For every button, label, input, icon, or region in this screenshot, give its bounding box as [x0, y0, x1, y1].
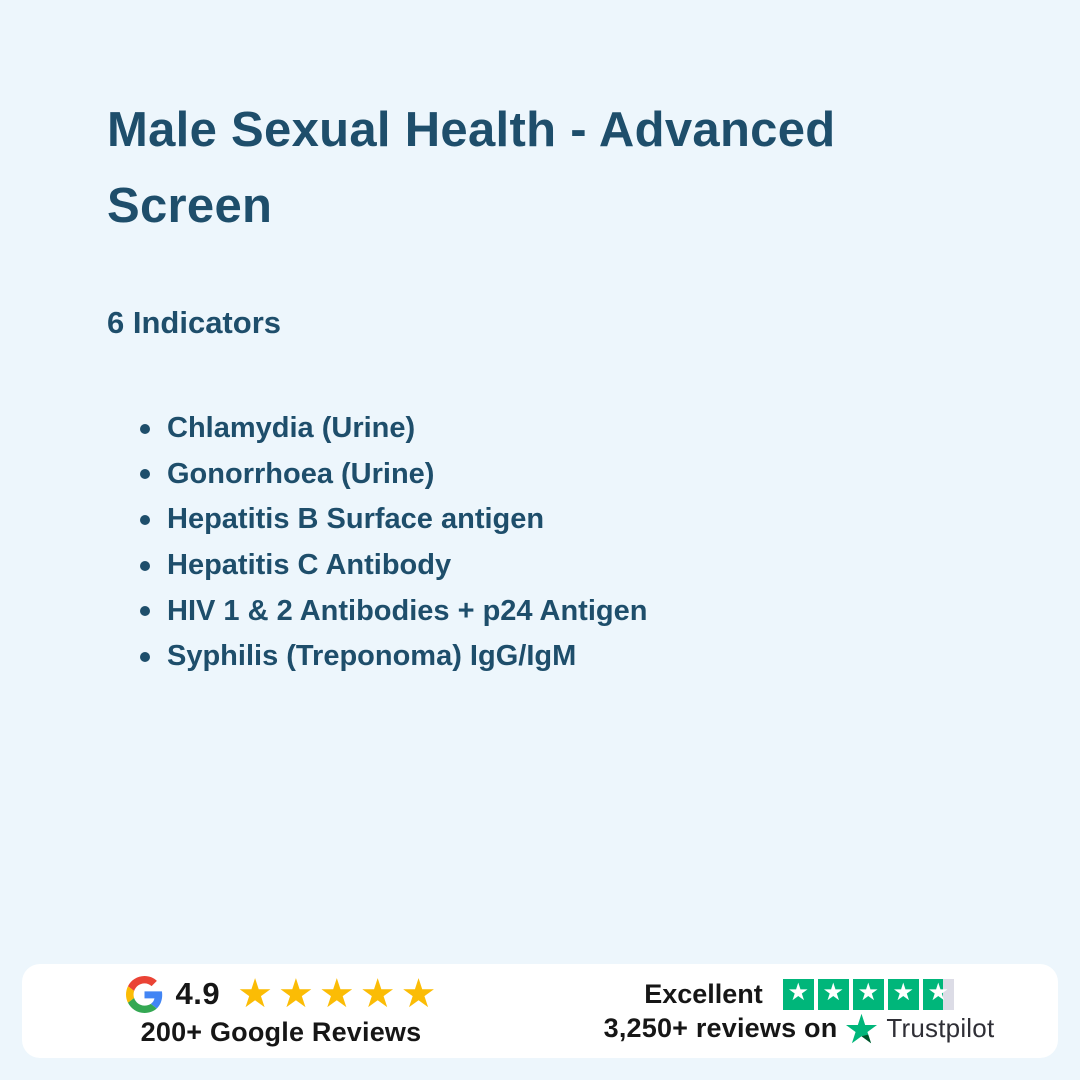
- trustpilot-star-box-icon: [923, 979, 954, 1010]
- indicator-list: [140, 406, 647, 680]
- trustpilot-star-box-icon: [888, 979, 919, 1010]
- indicator-label: Hepatitis B Surface antigen: [167, 503, 545, 536]
- trustpilot-rating-word: Excellent: [644, 978, 763, 1009]
- google-reviews-label: 200+ Google Reviews: [140, 1017, 422, 1047]
- trustpilot-reviews-label: 3,250+ reviews on: [603, 1012, 838, 1043]
- bullet-icon: [140, 606, 150, 616]
- indicator-label: HIV 1 & 2 Antibodies + p24 Antigen: [167, 594, 648, 627]
- trustpilot-star-icon: [846, 1013, 877, 1044]
- gold-star-icon: ★: [278, 972, 314, 1016]
- white-star-glyph: ★: [822, 979, 845, 1006]
- white-star-glyph: ★: [927, 979, 950, 1006]
- indicator-item: [140, 452, 647, 498]
- indicator-label: Syphilis (Treponoma) IgG/IgM: [167, 640, 577, 673]
- white-star-glyph: ★: [787, 979, 810, 1006]
- gold-star-icon: ★: [237, 972, 274, 1016]
- indicator-label: Chlamydia (Urine): [167, 412, 416, 445]
- bullet-icon: [140, 652, 150, 662]
- indicator-item: [140, 588, 647, 634]
- indicator-item: [140, 543, 647, 589]
- white-star-glyph: ★: [892, 979, 915, 1006]
- indicator-item: [140, 634, 647, 680]
- indicator-label: Gonorrhoea (Urine): [167, 457, 435, 490]
- gold-star-icon: ★: [400, 972, 437, 1016]
- google-g-icon: [126, 976, 163, 1013]
- trustpilot-star-box-icon: [818, 979, 849, 1010]
- bullet-icon: [140, 515, 150, 525]
- indicator-count-subtitle: 6 Indicators: [107, 305, 281, 340]
- indicator-item: [140, 406, 647, 452]
- review-bar: [22, 964, 1058, 1058]
- bullet-icon: [140, 469, 150, 479]
- google-reviews-badge: [22, 974, 540, 1048]
- trustpilot-star-rating: [783, 979, 954, 1010]
- gold-star-icon: ★: [359, 972, 396, 1016]
- bullet-icon: [140, 561, 150, 571]
- trustpilot-wordmark: Trustpilot: [886, 1012, 995, 1043]
- bullet-icon: [140, 424, 150, 434]
- white-star-glyph: ★: [857, 979, 880, 1006]
- trustpilot-star-box-icon: [853, 979, 884, 1010]
- google-star-rating: [237, 974, 436, 1014]
- google-rating-row: [126, 974, 437, 1014]
- trustpilot-reviews-badge: [540, 979, 1058, 1044]
- trustpilot-rating-row: [644, 979, 954, 1010]
- indicator-label: Hepatitis C Antibody: [167, 549, 452, 582]
- trustpilot-reviews-row: [604, 1013, 995, 1044]
- trustpilot-star-box-icon: [783, 979, 814, 1010]
- indicator-item: [140, 497, 647, 543]
- google-rating-value: 4.9: [175, 976, 221, 1011]
- gold-star-icon: ★: [318, 972, 355, 1016]
- page-title: Male Sexual Health - Advanced Screen: [107, 103, 836, 233]
